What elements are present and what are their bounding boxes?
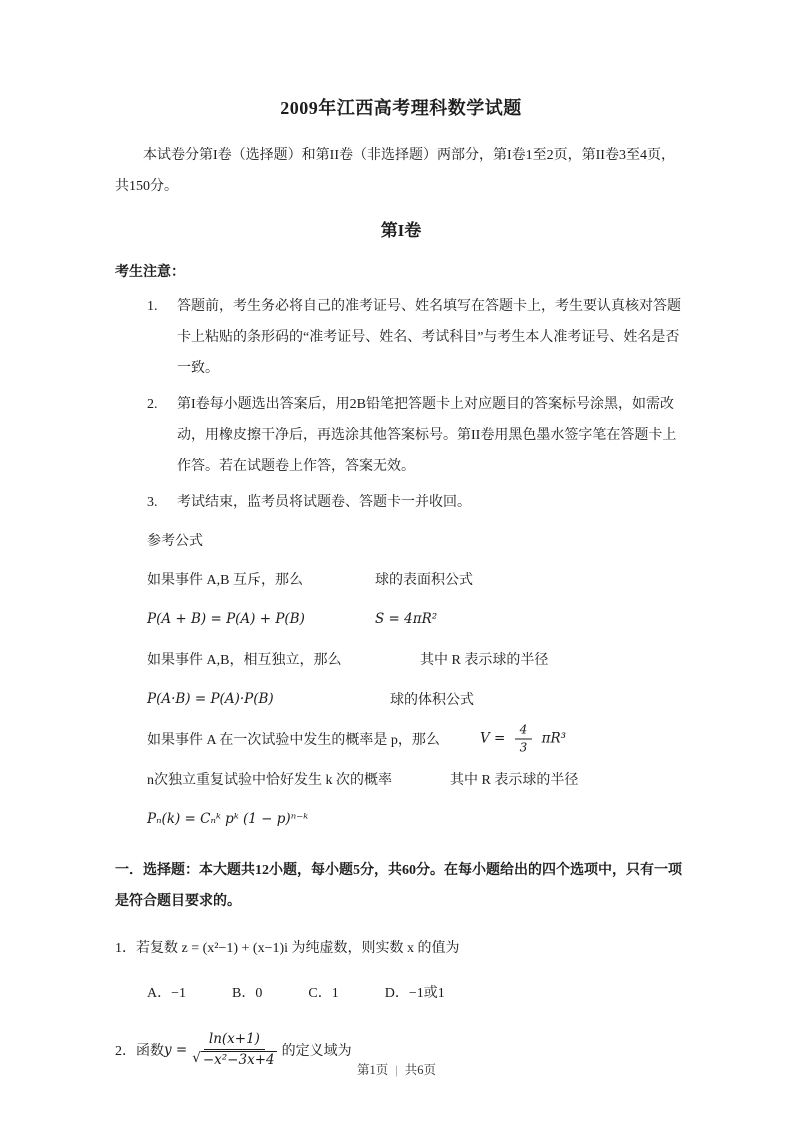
fraction-numerator: ln(x+1) [204, 1031, 265, 1050]
notice-number: 1. [147, 299, 158, 314]
question-text: 的定义域为 [281, 1043, 352, 1059]
notice-number: 2. [147, 397, 158, 412]
volume-heading: 第I卷 [380, 221, 422, 240]
formula-math: y = [164, 1041, 188, 1058]
formula-text: 其中 R 表示球的半径 [420, 653, 549, 668]
notice-number: 3. [147, 495, 158, 510]
fraction [515, 723, 533, 756]
option-a: A．−1 [147, 986, 187, 1001]
formula-math: Pₙ(k) = Cₙᵏ pᵏ (1 − p)ⁿ⁻ᵏ [147, 811, 309, 827]
choice-section-heading: 一．选择题：本大题共12小题，每小题5分，共60分。在每小题给出的四个选项中，只有一项是符合题目要求的。 [115, 863, 682, 909]
formula-math: P(A + B) = P(A) + P(B) [147, 611, 305, 627]
formula-text: 其中 R 表示球的半径 [450, 773, 579, 788]
formula-text: n次独立重复试验中恰好发生 k 次的概率 [147, 773, 392, 788]
formula-text: 如果事件 A,B 互斥，那么 [147, 573, 303, 588]
option-d: D．−1或1 [384, 986, 445, 1001]
formula-row [147, 759, 687, 799]
formula-text: 如果事件 A 在一次试验中发生的概率是 p，那么 [147, 733, 440, 748]
notice-text: 考试结束，监考员将试题卷、答题卡一并收回。 [177, 495, 471, 510]
formula-math: πR³ [537, 730, 567, 747]
formula-row [147, 799, 687, 839]
option-c: C．1 [308, 986, 339, 1001]
formula-row [147, 719, 687, 759]
question-1-options [147, 978, 687, 1009]
formula-row [147, 639, 687, 679]
option-b: B．0 [232, 986, 263, 1001]
notice-item [147, 389, 687, 482]
formula-math: V = [480, 730, 510, 747]
volume-formula [480, 723, 566, 756]
formula-text: 如果事件 A,B，相互独立，那么 [147, 653, 342, 668]
notice-text: 第I卷每小题选出答案后，用2B铅笔把答题卡上对应题目的答案标号涂黑，如需改动，用橡皮擦干净后，再选涂其他答案标号。第II卷用黑色墨水签字笔在答题卡上作答。若在试题卷上作答，答案无效。 [177, 397, 677, 474]
sqrt-sign: √ [192, 1049, 201, 1066]
formula-text: 球的体积公式 [390, 693, 474, 708]
formula-row [147, 599, 687, 639]
fraction-denominator: 3 [519, 740, 528, 755]
reference-heading: 参考公式 [147, 534, 203, 549]
question-1: 1．若复数 z = (x²−1) + (x−1)i 为纯虚数，则实数 x 的值为 [115, 941, 460, 956]
notice-text: 答题前，考生务必将自己的准考证号、姓名填写在答题卡上，考生要认真核对答题卡上粘贴的条形码的“准考证号、姓名、考试科目”与考生本人准考证号、姓名是否一致。 [177, 299, 681, 376]
footer-separator: | [395, 1063, 398, 1077]
fraction-numerator: 4 [515, 723, 533, 740]
radicand: −x²−3x+4 [202, 1051, 275, 1068]
formula-text: 球的表面积公式 [375, 573, 473, 588]
intro-paragraph: 本试卷分第I卷（选择题）和第II卷（非选择题）两部分，第I卷1至2页，第II卷3至4页，共150分。 [115, 148, 675, 194]
page-footer [0, 1060, 793, 1078]
formula-math: P(A·B) = P(A)·P(B) [147, 691, 274, 707]
formula-math: S = 4πR² [375, 611, 438, 627]
footer-page-number: 第1页 [356, 1063, 389, 1077]
formula-row [147, 559, 687, 599]
formula-row [147, 679, 687, 719]
footer-total-pages: 共6页 [404, 1063, 437, 1077]
reference-formulas [147, 559, 687, 839]
page-title: 2009年江西高考理科数学试题 [280, 98, 522, 118]
notice-item [147, 291, 687, 384]
notice-heading: 考生注意： [115, 265, 185, 280]
question-text: 2．函数 [115, 1043, 164, 1059]
notice-item [147, 487, 687, 518]
